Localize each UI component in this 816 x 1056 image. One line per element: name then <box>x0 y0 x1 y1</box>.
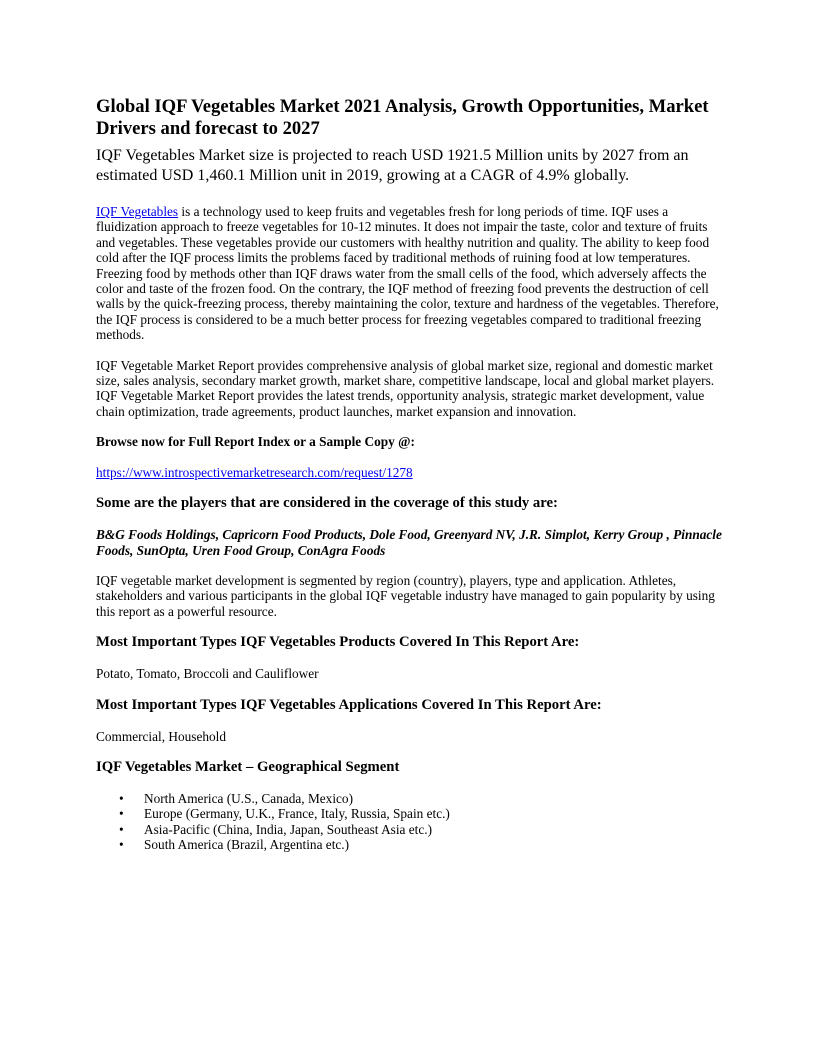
list-item: • South America (Brazil, Argentina etc.) <box>119 837 350 853</box>
applications-heading: Most Important Types IQF Vegetables Applications Covered In This Report Are: <box>96 696 602 713</box>
geo-heading: IQF Vegetables Market – Geographical Segment <box>96 758 400 775</box>
types-text: Potato, Tomato, Broccoli and Cauliflower <box>96 666 319 682</box>
types-heading: Most Important Types IQF Vegetables Products Covered In This Report Are: <box>96 634 580 651</box>
list-item: • North America (U.S., Canada, Mexico) <box>119 790 353 806</box>
intro-text: is a technology used to keep fruits and vegetables fresh for long periods of time. IQF uses a fluidization approach to freeze vegetables for 10-12 minutes. It does not impair the taste, color and texture of fruits and vegetables. These vegetables provide our customers with healthy nutrition and quality. The ability to keep food cold after the IQF process limits the problems faced by traditional methods of ruining food at low temperatures. Freezing food by methods other than IQF draws water from the small cells of the food, which adversely affects the color and taste of the frozen food. On the contrary, the IQF method of freezing food prevents the destruction of cell walls by the quick-freezing process, thereby maintaining the color, texture and hardness of the vegetables. Therefore, the IQF process is considered to be a much better process for freezing vegetables compared to traditional freezing methods. <box>96 204 719 343</box>
page-title: Global IQF Vegetables Market 2021 Analysis, Growth Opportunities, Market Drivers and forecast to 2027 <box>96 96 709 139</box>
players-list: B&G Foods Holdings, Capricorn Food Products, Dole Food, Greenyard NV, J.R. Simplot, Kerry Group , Pinnacle Foods, SunOpta, Uren Food Group, ConAgra Foods <box>96 527 722 558</box>
applications-text: Commercial, Household <box>96 728 226 744</box>
bullet-icon: • <box>119 806 124 822</box>
sample-url-link[interactable]: https://www.introspectivemarketresearch.com/request/1278 <box>96 464 413 480</box>
intro-paragraph <box>96 204 726 343</box>
bullet-icon: • <box>119 790 124 806</box>
report-paragraph: IQF Vegetable Market Report provides comprehensive analysis of global market size, regional and domestic market size, sales analysis, secondary market growth, market share, competitive landscape, local and global market players. IQF Vegetable Market Report provides the latest trends, opportunity analysis, strategic market development, value chain optimization, trade agreements, product launches, market expansion and innovation. <box>96 357 715 419</box>
bullet-icon: • <box>119 837 124 853</box>
browse-label: Browse now for Full Report Index or a Sample Copy @: <box>96 434 415 450</box>
bullet-icon: • <box>119 821 124 837</box>
lead-paragraph: IQF Vegetables Market size is projected to reach USD 1921.5 Million units by 2027 from an estimated USD 1,460.1 Million unit in 2019, growing at a CAGR of 4.9% globally. <box>96 147 689 184</box>
list-item: • Europe (Germany, U.K., France, Italy, Russia, Spain etc.) <box>119 806 450 822</box>
sample-url-paragraph <box>96 465 726 480</box>
list-item: • Asia-Pacific (China, India, Japan, Southeast Asia etc.) <box>119 821 433 837</box>
iqf-vegetables-link[interactable]: IQF Vegetables <box>96 204 179 219</box>
document-page <box>96 96 726 853</box>
regions-list <box>96 791 726 853</box>
players-heading: Some are the players that are considered in the coverage of this study are: <box>96 495 558 512</box>
segmentation-paragraph: IQF vegetable market development is segmented by region (country), players, type and application. Athletes, stakeholders and various participants in the global IQF vegetable industry have managed to gain popularity by using this report as a powerful resource. <box>96 572 715 619</box>
